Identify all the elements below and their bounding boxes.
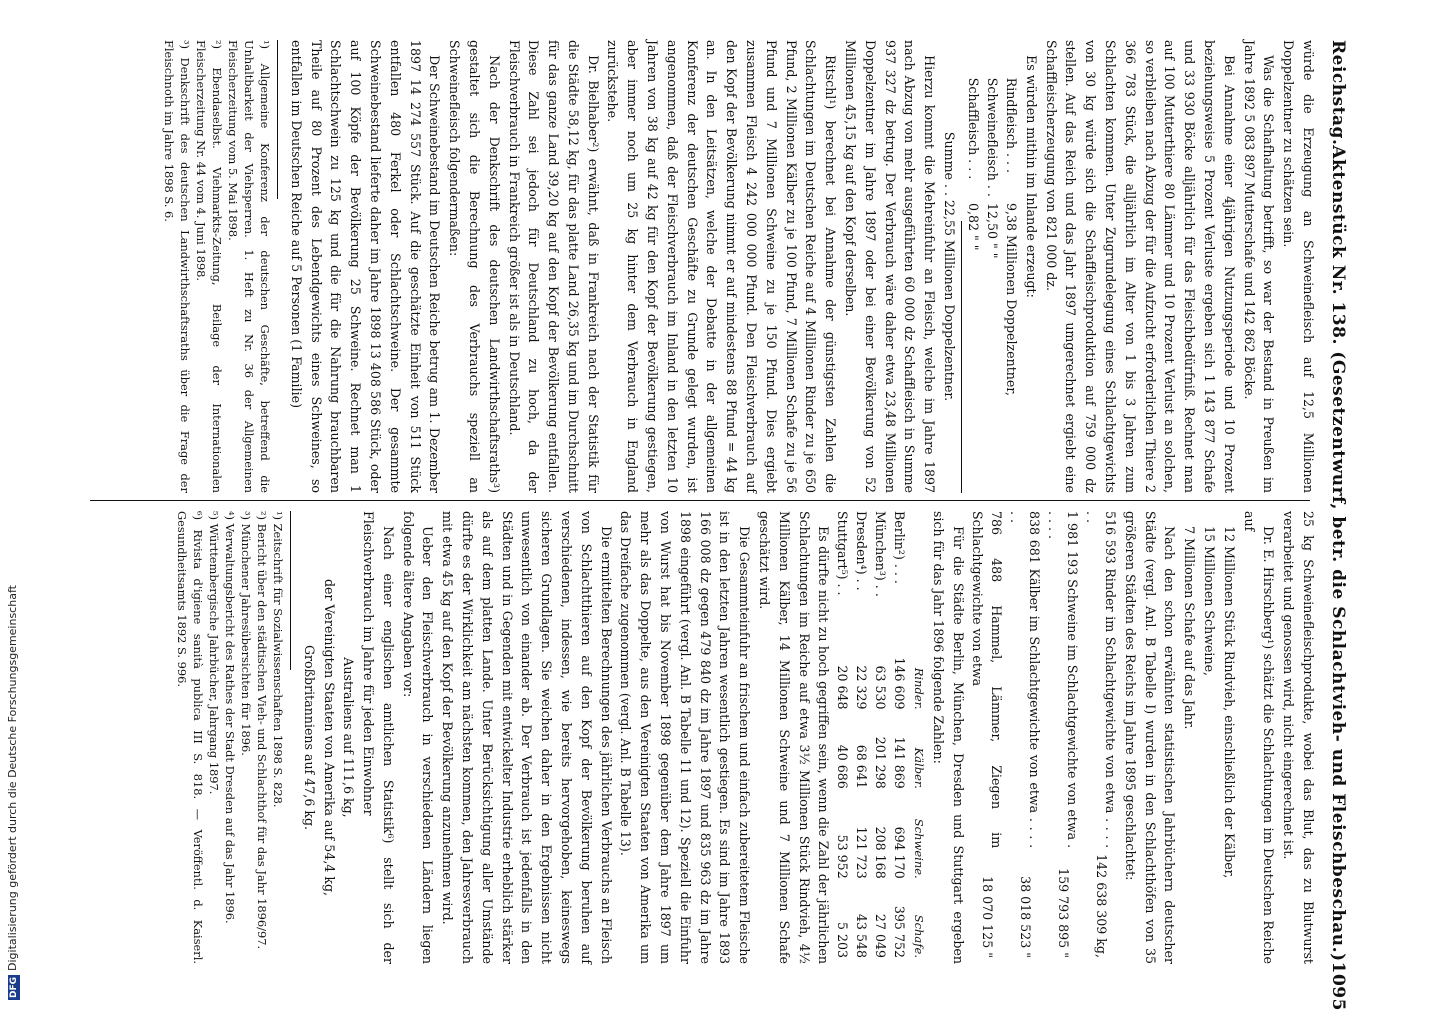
footnotes bbox=[174, 511, 286, 964]
footnote: ¹) Zeitschrift für Sozialwissenschaften 1898 S. 828. bbox=[270, 511, 285, 808]
column-header: Schafe. bbox=[912, 914, 927, 958]
column-header: Schweine. bbox=[912, 818, 927, 879]
header-center bbox=[1328, 145, 1348, 961]
row-value: 9,38 Millionen Doppelzentner, bbox=[1004, 202, 1020, 396]
table-cell: 53 952 bbox=[835, 834, 851, 879]
table-cell: 201 298 bbox=[873, 736, 889, 789]
footnote: ³) Münchener Jahresübersichten für 1896. bbox=[238, 511, 253, 756]
table-row bbox=[1002, 78, 1021, 402]
list-item: 12 Millionen Stück Rindvieh, einschließlich der Kälber, bbox=[1221, 526, 1237, 879]
paragraph: 25 kg Schweinefleischprodukte, wobei das Blut, das zu Blutwurst verarbeitet und genossen wird, nicht eingerechnet ist. bbox=[1281, 511, 1316, 964]
column-divider bbox=[90, 500, 1310, 501]
table-cell: 208 168 bbox=[873, 826, 889, 879]
paragraph: Der Schweinebestand im Deutschen Reiche betrug am 1. Dezember 1897 14 274 557 Stück. Auf die geschätzte Einheit von 511 Stück entfallen 480 Ferkel oder Schlachtschweine. Der gesammte Schweinebestand lieferte daher im Jahre 1898 13 408 586 Stück, oder auf 100 Köpfe der Bevölkerung 25 Schweine. Rechnet man 1 Schlachtschwein zu 125 kg und die für die Nahrung brauchbaren Theile auf 80 Prozent des Lebendgewichts eines Schweines, so entfallen im Deutschen Reiche auf 5 Personen (1 Familie) bbox=[288, 40, 443, 493]
paragraph: Nach der Denkschrift des deutschen Landwirthschaftsraths³) gestaltet sich die Berechnung des Verbrauchs speziell an Schweinefleisch folgendermaßen: bbox=[447, 40, 502, 493]
row-label: Rindfleisch . . . bbox=[1004, 77, 1020, 174]
paragraph: Es würden mithin im Inlande erzeugt: bbox=[1023, 55, 1039, 298]
footnote: ²) Bericht über den städtischen Vieh- und Schlachthof für das Jahr 1896/97. bbox=[254, 511, 269, 950]
table-row bbox=[964, 78, 983, 402]
column-header bbox=[909, 511, 928, 636]
list-item: Großbritanniens auf 47,6 kg. bbox=[301, 644, 317, 831]
list-item: 7 Millionen Schafe auf das Jahr. bbox=[1182, 526, 1198, 730]
list-item: der Vereinigten Staaten von Amerika auf 54,4 kg, bbox=[321, 578, 337, 897]
footnote: ⁵) Württembergische Jahrbücher, Jahrgang 1897. bbox=[206, 511, 221, 795]
footnotes bbox=[161, 40, 273, 493]
footnote: ⁶) Rivista d'igiene sanità publica III S. 818. — Veröffentl. d. Kaiserl. Gesundheitsamts 1892 S. 996. bbox=[174, 511, 205, 964]
slaughter-table bbox=[968, 511, 1120, 964]
paragraph: Was die Schafhaltung betrifft, so war der Bestand in Preußen im Jahre 1892 5 083 897 Mutterschafe und 142 862 Böcke. bbox=[1241, 40, 1277, 493]
table-cell: 121 723 bbox=[854, 826, 870, 879]
page-header bbox=[1328, 40, 1348, 1011]
list-item: 15 Millionen Schweine, bbox=[1202, 526, 1218, 677]
paragraph: würde die Erzeugung an Schweinefleisch auf 12,5 Millionen Doppelzentner zu schätzen sein. bbox=[1281, 40, 1316, 493]
footnote: ²) Ebendaselbst. Viehmarkts-Zeitung, Beilage der Internationalen Fleischerzeitung Nr. 44 vom 4. Juni 1898. bbox=[193, 40, 224, 493]
paragraph: Es dürfte nicht zu hoch gegriffen sein, wenn die Zahl der jährlichen Schlachtungen im Reiche auf etwa 3½ Millionen Stück Rindvieh, 4½ Millionen Kälber, 14 Millionen Schweine und 7 Millionen Schafe geschätzt wird. bbox=[757, 511, 832, 964]
text-columns bbox=[161, 40, 1318, 964]
table-header-row bbox=[909, 511, 928, 964]
row-value: 38 018 523 " bbox=[1017, 876, 1033, 958]
row-value: 142 638 309 kg, bbox=[1093, 854, 1109, 958]
row-label: Schaffleisch . . . bbox=[966, 77, 982, 180]
list-item: Australiens auf 111,6 kg, bbox=[341, 657, 357, 818]
table-cell: München³) . . bbox=[873, 511, 889, 597]
footnote-rule bbox=[277, 40, 278, 199]
scanned-page bbox=[70, 0, 1370, 1011]
column-header: Rinder. bbox=[912, 667, 927, 710]
table-row bbox=[852, 511, 871, 964]
table-cell: 20 648 bbox=[835, 665, 851, 710]
right-column bbox=[161, 511, 1318, 964]
paragraph: Ritschl¹) berechnet bei Annahme der günstigsten Zahlen die Schlachtungen im Deutschen Reiche auf 4 Millionen Rinder zu je 650 Pfund, 2 Millionen Kälber zu je 100 Pfund, 7 Millionen Schafe zu je 56 Pfund und 7 Millionen Schweine zu je 150 Pfund. Dies ergiebt zusammen Fleisch 4 242 000 000 Pfund. Den Fleischverbrauch auf den Kopf der Bevölkerung nimmt er auf mindestens 88 Pfund = 44 kg an. In den Leitsätzen, welche der Debatte in der allgemeinen Konferenz der deutschen Geschäfte zu Grunde gelegt wurden, ist angenommen, daß der Fleischverbrauch im Inland in den letzten 10 Jahren von 38 kg auf 42 kg für den Kopf der Bevölkerung gestiegen, aber immer noch um 25 kg hinter dem Verbrauch in England zurückstehe. bbox=[605, 40, 839, 493]
production-table bbox=[964, 78, 1021, 402]
footnote: ³) Denkschrift des deutschen Landwirthschaftsraths über die Frage der Fleischnoth im Jahre 1898 S. 6. bbox=[161, 40, 192, 493]
table-cell: Stuttgart⁵) . . bbox=[835, 511, 851, 596]
footnote: ⁴) Verwaltungsbericht des Rathes der Stadt Dresden auf das Jahr 1896. bbox=[222, 511, 237, 924]
table-cell: 43 548 bbox=[854, 913, 870, 958]
table-cell: 146 609 bbox=[892, 657, 908, 710]
row-value: 12,50 " " bbox=[985, 202, 1001, 259]
column-header: Kälber. bbox=[912, 747, 927, 789]
page-number: 1095 bbox=[1328, 961, 1348, 1011]
header-title: (Gesetzentwurf, betr. die Schlachtvieh- und Fleischbeschau.) bbox=[1328, 351, 1348, 962]
table-row bbox=[968, 511, 1006, 964]
paragraph: Die Gesammteinfuhr an frischem und einfach zubereitetem Fleische ist in den letzten Jahren wesentlich gestiegen. Es sind im Jahre 1893 166 008 dz gegen 479 840 dz im Jahre 1897 und 835 963 dz im Jahre 1898 eingeführt (vergl. Anl. B Tabelle 11 und 12). Speziell die Einfuhr von Wurst hat bis November 1898 gegenüber dem Jahre 1897 um mehr als das Doppelte, aus den Vereinigten Staaten von Amerika um das Dreifache zugenommen (vergl. Anl. B Tabelle 13). bbox=[618, 511, 753, 964]
paragraph: Die ermittelten Berechnungen des jährlichen Verbrauchs an Fleisch von Schlachtthieren auf den Kopf der Bevölkerung beruhen auf verschiedenen, indessen, wie bereits hervorgehoben, keineswegs sicheren Grundlagen. Sie weichen daher in den Ergebnissen nicht unwesentlich von einander ab. Der Verbrauch ist jedenfalls in den Städten und in Gegenden mit entwickelter Industrie erheblich stärker als auf dem platten Lande. Unter Berücksichtigung aller Umstände dürfte es der Wirklichkeit am nächsten kommen, den Jahresverbrauch mit etwa 45 kg auf den Kopf der Bevölkerung anzunehmen wird. bbox=[440, 511, 614, 964]
footnote: ¹) Allgemeine Konferenz der deutschen Geschäfte, betreffend die Unhaltbarkeit der Viehsperren. 1. Heft zu Nr. 36 der Allgemeinen Fleischerzeitung vom 5. Mai 1898. bbox=[225, 40, 272, 493]
row-label: 786 488 Hammel, Lämmer, Ziegen im Schlachtgewichte von etwa bbox=[970, 511, 1005, 849]
table-cell: 5 203 bbox=[835, 921, 851, 958]
paragraph: Hierzu kommt die Mehreinfuhr an Fleisch, welche im Jahre 1897 nach Abzug von mehr ausgeführten 60 000 dz Schaffleisch in Summe 937 327 dz betrug. Der Verbrauch wäre daher etwa 23,48 Millionen Doppelzentner im Jahre 1897 oder bei einer Bevölkerung von 52 Millionen 45,15 kg auf den Kopf derselben. bbox=[843, 40, 938, 493]
table-cell: Dresden⁴) . . bbox=[854, 511, 870, 591]
row-value: 0,82 " " bbox=[966, 202, 982, 251]
table-cell: 694 170 bbox=[892, 826, 908, 879]
table-cell: 68 641 bbox=[854, 744, 870, 789]
table-cell: 395 752 bbox=[892, 905, 908, 958]
paragraph: Nach einer englischen amtlichen Statistik⁶) stellt sich der Fleischverbrauch im Jahre für jeden Einwohner bbox=[361, 511, 396, 964]
table-cell: 141 869 bbox=[892, 736, 908, 789]
table-cell: 40 686 bbox=[835, 744, 851, 789]
paragraph: Nach den schon erwähnten statistischen Jahrbüchern deutscher Städte (vergl. Anl. B Tabelle I) wurden in den Schlachthöfen von 35 größeren Städten des Reichs im Jahre 1895 geschlachtet: bbox=[1122, 511, 1178, 964]
paragraph: Ueber den Fleischverbrauch in verschiedenen Ländern liegen folgende ältere Angaben vor: bbox=[400, 511, 436, 964]
table-row bbox=[871, 511, 890, 964]
paragraph: Dr. E. Hirschberg¹) schätzt die Schlachtungen im Deutschen Reiche auf bbox=[1241, 511, 1277, 964]
sum-total: Summe . . 22,55 Millionen Doppelzentner. bbox=[942, 131, 958, 402]
row-label: Schweinefleisch . . bbox=[985, 77, 1001, 197]
row-label: 1 981 193 Schweine im Schlachtgewichte von etwa . . . . . bbox=[1046, 511, 1081, 849]
table-row bbox=[1082, 511, 1120, 964]
header-document-number: Aktenstück Nr. 138. bbox=[1328, 145, 1348, 345]
paragraph: Bei Annahme einer 4jährigen Nutzungsperiode und 10 Prozent beziehungsweise 5 Prozent Verluste ergeben sich 1 143 877 Schafe und 33 930 Böcke alljährlich für das Fleischbedürfniß. Rechnet man auf 100 Mutterthiere 80 Lämmer und 10 Prozent Verlust an solchen, so verbleiben nach Abzug der für die Aufzucht erforderlichen Thiere 2 366 783 Stück, die alljährlich im Alter von 1 bis 3 Jahren zum Schlachten kommen. Unter Zugrundelegung eines Schlachtgewichts von 30 kg würde sich die Schaffleischproduktion auf 759 000 dz stellen. Auf das Reich und das Jahr 1897 umgerechnet ergiebt eine Schaffleischerzeugung von 821 000 dz. bbox=[1043, 40, 1237, 493]
table-cell: 63 530 bbox=[873, 665, 889, 710]
paragraph: Für die Städte Berlin, München, Dresden und Stuttgart ergeben sich für das Jahr 1896 folgende Zahlen: bbox=[931, 511, 967, 964]
footnote-rule bbox=[290, 511, 291, 670]
table-row bbox=[1006, 511, 1044, 964]
paragraph: Dr. Bielhaber²) erwähnt, daß in Frankreich nach der Statistik für die Städte 58,12 kg, für das platte Land 26,35 kg und im Durchschnitt für das ganze Land 39,20 kg auf den Kopf der Bevölkerung entfallen. Diese Zahl sei jedoch für Deutschland zu hoch, da der Fleischverbrauch in Frankreich größer ist als in Deutschland. bbox=[506, 40, 601, 493]
header-left: Reichstag. bbox=[1328, 40, 1348, 146]
city-table bbox=[833, 511, 928, 964]
digitization-note bbox=[6, 585, 20, 1000]
table-row bbox=[1044, 511, 1082, 964]
sum-rule bbox=[961, 221, 962, 493]
row-label: 516 593 Rinder im Schlachtgewichte von etwa . . . . . . bbox=[1084, 511, 1119, 849]
table-row bbox=[983, 78, 1002, 402]
digitization-credit: Digitalisierung gefördert durch die Deutsche Forschungsgemeinschaft bbox=[6, 585, 19, 971]
row-value: 159 793 895 " bbox=[1055, 868, 1071, 958]
table-cell: 27 049 bbox=[873, 913, 889, 958]
left-column bbox=[161, 40, 1318, 493]
row-label: 838 681 Kälber im Schlachtgewichte von etwa . . . . . . bbox=[1008, 511, 1043, 849]
row-value: 18 070 125 " bbox=[979, 876, 995, 958]
table-cell: 22 329 bbox=[854, 665, 870, 710]
dfg-logo: DFG bbox=[9, 976, 19, 998]
table-row bbox=[890, 511, 909, 964]
table-row bbox=[833, 511, 852, 964]
table-cell: Berlin²) . . . bbox=[892, 511, 908, 584]
